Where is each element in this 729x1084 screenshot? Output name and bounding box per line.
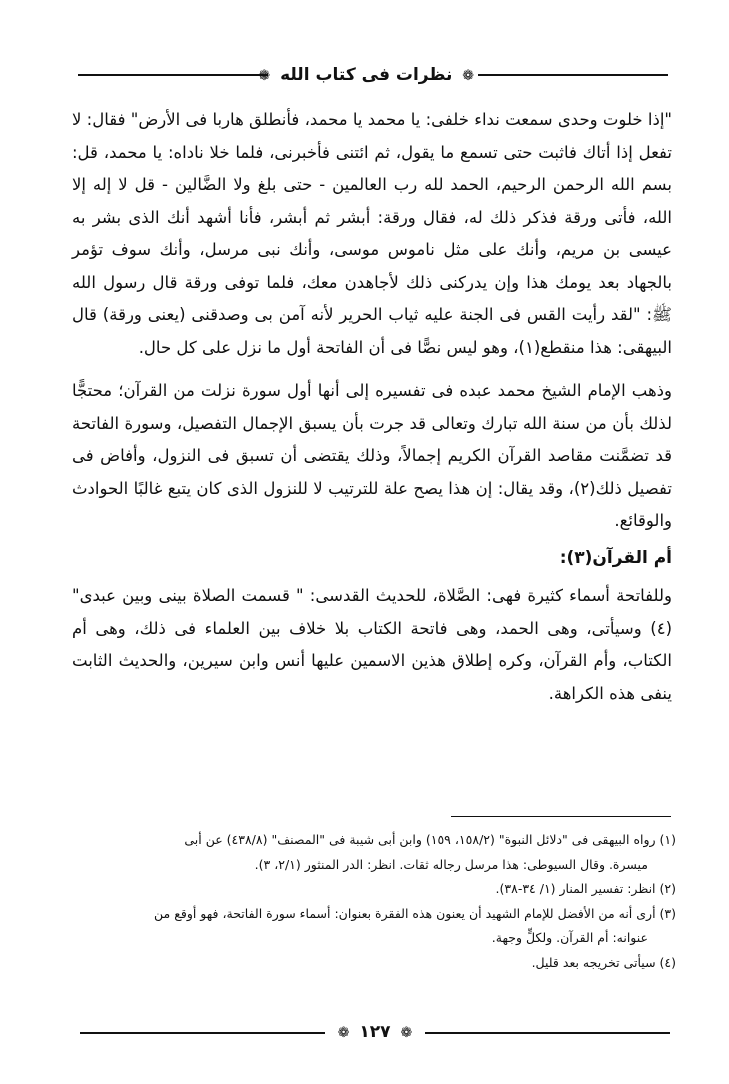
- flower-ornament-icon: ❁: [258, 68, 271, 84]
- footnote-2: (٢) انظر: تفسير المنار (١/ ٣٤-٣٨).: [495, 881, 676, 896]
- paragraph-2: وذهب الإمام الشيخ محمد عبده فى تفسيره إلى أنها أول سورة نزلت من القرآن؛ محتجًّا لذلك بأن من سنة الله تبارك وتعالى قد جرت بأن يسبق الإجمال التفصيل، وسورة الفاتحة قد تضمَّنت مقاصد القرآن الكريم إجمالاً، وذلك يقتضى أن تسبق فى النزول، وأفاض فى تفصيل ذلك(٢)، وقد يقال: إن هذا يصح علة للترتيب لا للنزول الذى كان يتبع غالبًا الحوادث والوقائع.: [72, 381, 672, 530]
- footnote-4: (٤) سيأتى تخريجه بعد قليل.: [531, 954, 676, 970]
- paragraph-3: وللفاتحة أسماء كثيرة فهى: الصَّلاة، للحديث القدسى: " قسمت الصلاة بينى وبين عبدى"(٤) وسيأتى، وهى الحمد، وهى فاتحة الكتاب بلا خلاف بين العلماء فى ذلك، وهى أم الكتاب، وأم القرآن، وكره إطلاق هذين الاسمين عليها أنس وابن سيرين، والحديث الثابت ينفى هذه الكراهة.: [72, 586, 672, 703]
- footnotes: [72, 828, 676, 975]
- running-header: [78, 60, 668, 90]
- footer-rule-left: [80, 1032, 325, 1034]
- page-footer: [80, 1017, 670, 1047]
- footnote-3-continuation: عنوانه: أم القرآن. ولكلٍّ وجهة.: [491, 930, 648, 945]
- footnote-separator: [451, 816, 671, 817]
- footer-rule-right: [425, 1032, 670, 1034]
- footnote-1: (١) رواه البيهقى فى "دلائل النبوة" (١٥٨/٢، ١٥٩) وابن أبى شيبة فى "المصنف" (٤٣٨/٨) عن أبى: [184, 832, 676, 847]
- page-number: ١٢٧: [359, 1022, 391, 1042]
- paragraph-1: "إذا خلوت وحدى سمعت نداء خلفى: يا محمد يا محمد، فأنطلق هاربا فى الأرض" فقال: لا تفعل إذا أتاك فاثبت حتى تسمع ما يقول، ثم ائتنى فأخبرنى، فلما خلا ناداه: يا محمد، قل: بسم الله الرحمن الرحيم، الحمد لله رب العالمين - حتى بلغ ولا الضَّالين - قل لا إله إلا الله، فأتى ورقة فذكر ذلك له، فقال ورقة: أبشر ثم أبشر، فأنا أشهد أنك الذى بشر به عيسى بن مريم، وأنك على مثل ناموس موسى، وأنك نبى مرسل، وأنك سوف تؤمر بالجهاد بعد يومك هذا وإن يدركنى ذلك لأجاهدن معك، فلما توفى ورقة قال رسول الله ﷺ: "لقد رأيت القس فى الجنة عليه ثياب الحرير لأنه آمن بى وصدقنى (يعنى ورقة) قال البيهقى: هذا منقطع(١)، وهو ليس نصًّا فى أن الفاتحة أول ما نزل على كل حال.: [72, 110, 672, 357]
- header-rule-right: [478, 74, 668, 76]
- flower-ornament-icon: ❁: [400, 1025, 413, 1041]
- book-title: نظرات فى كتاب الله: [280, 65, 453, 85]
- header-rule-left: [78, 74, 268, 76]
- flower-ornament-icon: ❁: [337, 1025, 350, 1041]
- main-text: [72, 104, 672, 710]
- footnote-1-continuation: ميسرة. وقال السيوطى: هذا مرسل رجاله ثقات. انظر: الدر المنثور (٢/١، ٣).: [254, 856, 648, 872]
- section-heading: أم القرآن(٣):: [559, 547, 672, 568]
- footnote-3: (٣) أرى أنه من الأفضل للإمام الشهيد أن يعنون هذه الفقرة بعنوان: أسماء سورة الفاتحة، فهو أوقع من: [154, 905, 676, 921]
- page-number-block: [325, 1017, 425, 1047]
- flower-ornament-icon: ❁: [462, 68, 474, 84]
- header-title-block: [258, 60, 478, 90]
